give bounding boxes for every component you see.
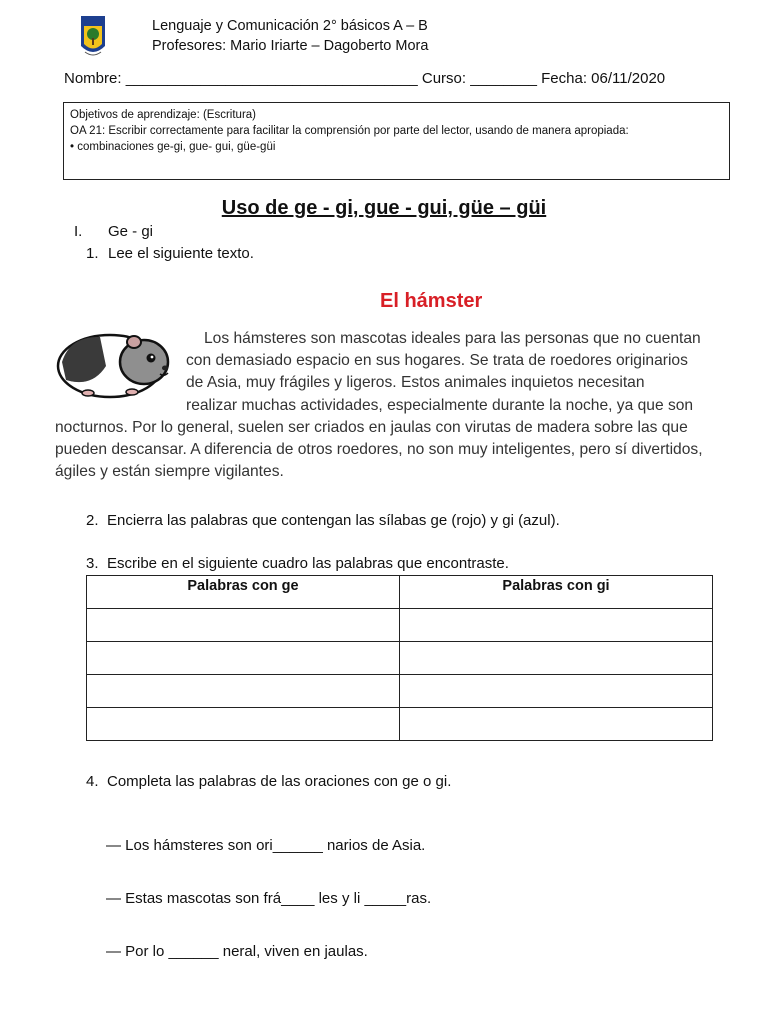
instruction-number: 3. <box>86 555 99 572</box>
header-ge: Palabras con ge <box>87 576 400 609</box>
objective-bullet: • combinaciones ge-gi, gue- gui, güe-güi <box>70 141 276 153</box>
answer-cell-gi[interactable] <box>400 609 713 642</box>
section-heading <box>74 223 153 240</box>
objective-oa21: OA 21: Escribir correctamente para facilitar la comprensión por parte del lector, usando de manera apropiada: <box>70 125 629 137</box>
worksheet-title: Uso de ge - gi, gue - gui, güe – güi <box>221 197 547 219</box>
course-field[interactable]: ________ <box>470 70 537 87</box>
instruction-1 <box>86 245 254 262</box>
student-info-row <box>64 70 665 87</box>
instruction-text: Completa las palabras de las oraciones con ge o gi. <box>107 773 452 790</box>
answer-cell-ge[interactable] <box>87 642 400 675</box>
table-header-row <box>87 576 713 609</box>
teachers-line: Profesores: Mario Iriarte – Dagoberto Mora <box>152 38 429 54</box>
date-value: 06/11/2020 <box>591 70 666 87</box>
course-title: Lenguaje y Comunicación 2° básicos A – B <box>152 18 428 34</box>
reading-line: de Asia, muy frágiles y ligeros. Estos animales inquietos necesitan <box>186 374 645 391</box>
instruction-2 <box>86 512 560 529</box>
name-field[interactable]: ___________________________________ <box>125 70 418 87</box>
answer-cell-ge[interactable] <box>87 708 400 741</box>
objectives-title: Objetivos de aprendizaje: (Escritura) <box>70 109 256 121</box>
instruction-number: 1. <box>86 245 99 262</box>
table-row <box>87 708 713 741</box>
section-label: Ge - gi <box>108 223 154 240</box>
words-table <box>86 575 713 741</box>
answer-cell-ge[interactable] <box>87 609 400 642</box>
answer-cell-gi[interactable] <box>400 675 713 708</box>
instruction-number: 4. <box>86 773 99 790</box>
course-label: Curso: <box>421 70 467 87</box>
reading-line: realizar muchas actividades, especialmente durante la noche, ya que son <box>186 397 694 414</box>
fill-blank-sentence[interactable]: — Estas mascotas son frá____ les y li _____ras. <box>106 890 432 907</box>
reading-line: ágiles y están siempre vigilantes. <box>55 463 284 480</box>
instruction-text: Encierra las palabras que contengan las sílabas ge (rojo) y gi (azul). <box>107 512 560 529</box>
reading-line: pueden descansar. A diferencia de otros roedores, no son muy inteligentes, pero sí divertidos, <box>55 441 703 458</box>
instruction-3 <box>86 555 509 572</box>
objectives-box <box>63 102 730 180</box>
section-numeral: I. <box>74 223 83 240</box>
header-gi: Palabras con gi <box>400 576 713 609</box>
reading-line: Los hámsteres son mascotas ideales para las personas que no cuentan <box>204 330 701 347</box>
school-logo <box>78 14 108 60</box>
fill-blank-sentence[interactable]: — Los hámsteres son ori______ narios de Asia. <box>106 837 426 854</box>
reading-line: nocturnos. Por lo general, suelen ser criados en jaulas con virutas de madera sobre las que <box>55 419 688 436</box>
answer-cell-gi[interactable] <box>400 642 713 675</box>
name-label: Nombre: <box>64 70 122 87</box>
table-row <box>87 642 713 675</box>
hamster-illustration <box>52 328 180 400</box>
table-row <box>87 675 713 708</box>
reading-line: con demasiado espacio en sus hogares. Se trata de roedores originarios <box>186 352 688 369</box>
answer-cell-ge[interactable] <box>87 675 400 708</box>
instruction-number: 2. <box>86 512 99 529</box>
table-row <box>87 609 713 642</box>
fill-blank-sentence[interactable]: — Por lo ______ neral, viven en jaulas. <box>106 943 368 960</box>
date-label: Fecha: <box>541 70 587 87</box>
instruction-text: Lee el siguiente texto. <box>108 245 254 262</box>
instruction-4 <box>86 773 451 790</box>
instruction-text: Escribe en el siguiente cuadro las palabras que encontraste. <box>107 555 509 572</box>
answer-cell-gi[interactable] <box>400 708 713 741</box>
reading-title: El hámster <box>380 290 483 312</box>
